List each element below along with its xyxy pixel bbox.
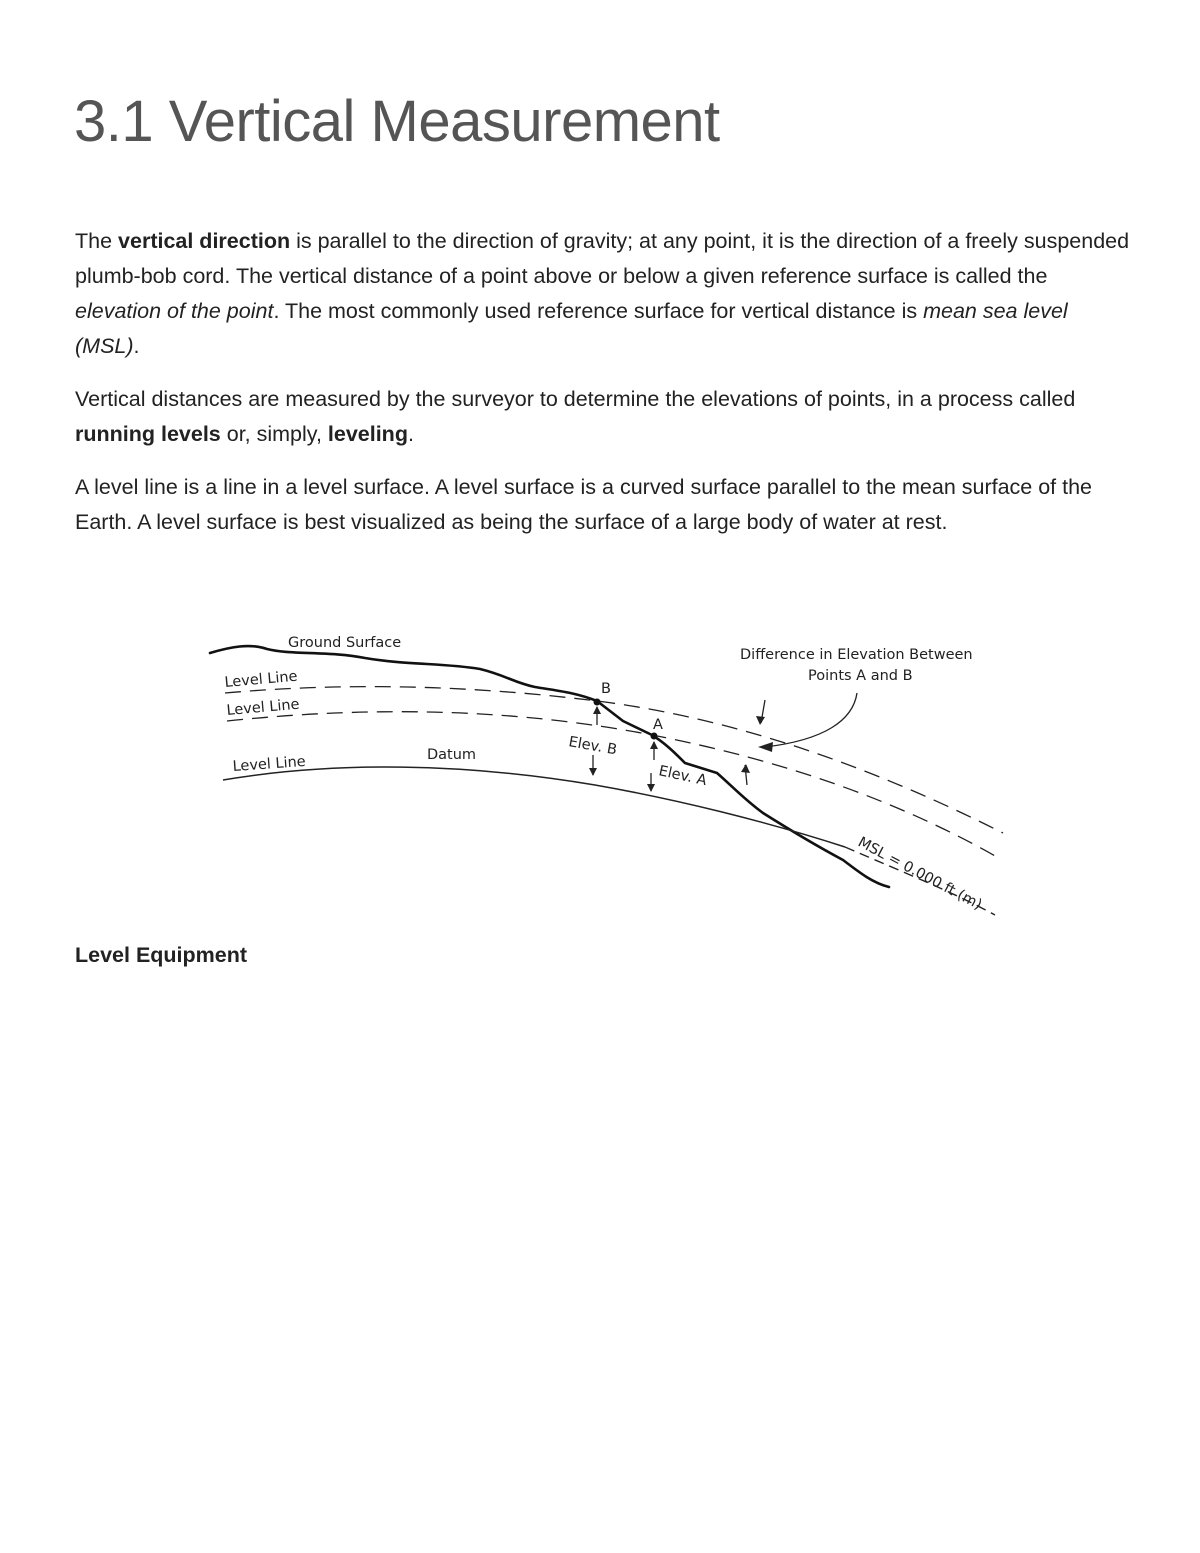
label-datum: Datum: [427, 747, 477, 763]
diagram-svg: [205, 625, 1015, 925]
point-b-marker: [594, 699, 601, 706]
term-mean-sea-level: mean sea level (MSL): [75, 299, 1068, 358]
section-heading-level-equipment: Level Equipment: [75, 943, 248, 967]
paragraph-leveling: Vertical distances are measured by the surveyor to determine the elevations of points, in a process called running levels or, simply, leveling.: [75, 387, 1076, 446]
point-a-marker: [651, 733, 658, 740]
level-line-upper: [225, 687, 1003, 833]
label-level-line-2: Level Line: [225, 696, 301, 719]
label-msl: MSL = 0.000 ft (m): [855, 834, 985, 914]
level-line-middle: [227, 712, 997, 857]
paragraph-vertical-direction: The vertical direction is parallel to the direction of gravity; at any point, it is the direction of a freely suspended plumb-bob cord. The vertical distance of a point above or below a given reference surface is called the elevation of the point. The most commonly used reference surface for vertical distance is mean sea level (MSL).: [75, 229, 1130, 358]
term-leveling: leveling: [327, 422, 408, 446]
page-title: 3.1 Vertical Measurement: [74, 89, 720, 154]
label-point-a: A: [653, 717, 663, 733]
label-difference-line2: Points A and B: [808, 668, 913, 684]
ground-surface-line: [210, 646, 889, 887]
label-ground-surface: Ground Surface: [288, 635, 402, 651]
label-elev-b: Elev. B: [567, 734, 619, 759]
label-point-b: B: [601, 681, 611, 697]
label-level-line-1: Level Line: [223, 668, 299, 691]
vertical-measurement-diagram: [205, 625, 1015, 925]
term-elevation-of-point: elevation of the point: [75, 299, 274, 323]
label-difference-line1: Difference in Elevation Between: [740, 647, 973, 663]
label-level-line-3: Level Line: [232, 753, 307, 775]
paragraph-level-line: A level line is a line in a level surface. A level surface is a curved surface parallel to the mean surface of the Earth. A level surface is best visualized as being the surface of a large body of water at rest.: [75, 475, 1093, 534]
term-vertical-direction: vertical direction: [118, 229, 291, 253]
term-running-levels: running levels: [75, 422, 221, 446]
datum-line: [223, 767, 845, 847]
label-elev-a: Elev. A: [657, 763, 709, 790]
difference-leader-arrow: [765, 693, 857, 747]
